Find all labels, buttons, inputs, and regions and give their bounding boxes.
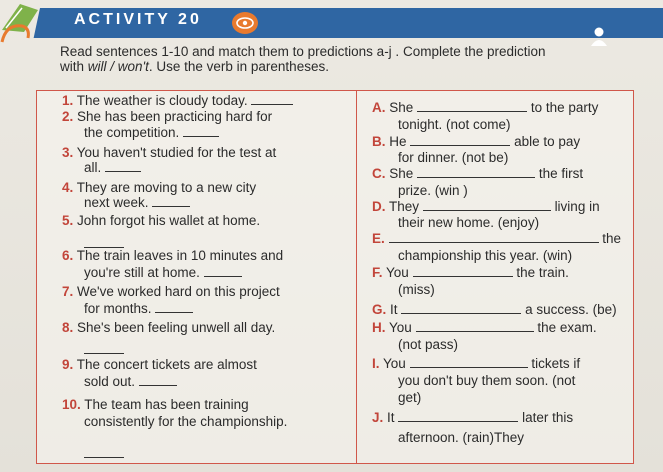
prediction-text: afternoon. (rain)They xyxy=(398,430,525,445)
prediction-letter: D. xyxy=(372,199,386,214)
prediction-rest: a success. (be) xyxy=(525,302,617,317)
prediction-rest: the train. xyxy=(516,265,569,280)
sentence-text: You haven't studied for the test at xyxy=(76,145,277,160)
prediction-line xyxy=(372,199,600,214)
prediction-subject: You xyxy=(389,320,412,335)
prediction-subject: She xyxy=(389,166,414,181)
prediction-line xyxy=(398,150,508,165)
prediction-rest: the xyxy=(602,231,622,246)
prediction-line xyxy=(372,231,621,246)
sentence-number: 4. xyxy=(62,180,74,195)
prediction-subject: She xyxy=(389,100,414,115)
answer-blank[interactable] xyxy=(410,356,528,368)
prediction-text: prize. (win ) xyxy=(398,183,468,198)
instructions xyxy=(60,44,640,74)
answer-blank[interactable] xyxy=(416,320,534,332)
prediction-letter: B. xyxy=(372,134,386,149)
prediction-letter: C. xyxy=(372,166,386,181)
prediction-text: get) xyxy=(398,390,422,405)
prediction-rest: later this xyxy=(522,410,574,425)
answer-blank[interactable] xyxy=(139,374,177,386)
sentence-text: the competition. xyxy=(84,125,180,140)
swirl-decoration-icon xyxy=(0,18,32,46)
sentence-text: John forgot his wallet at home. xyxy=(77,213,261,228)
column-divider xyxy=(356,90,357,464)
sentence-line xyxy=(84,265,242,280)
sentence-line xyxy=(84,195,190,210)
sentence-text: for months. xyxy=(84,301,152,316)
person-icon xyxy=(590,26,608,46)
prediction-text: their new home. (enjoy) xyxy=(398,215,540,230)
prediction-text: (not pass) xyxy=(398,337,459,352)
prediction-text: you don't buy them soon. (not xyxy=(398,373,576,388)
prediction-line xyxy=(398,430,524,445)
prediction-text: tonight. (not come) xyxy=(398,117,511,132)
prediction-line xyxy=(372,410,573,425)
sentence-text: consistently for the championship. xyxy=(84,414,288,429)
answer-blank[interactable] xyxy=(398,410,518,422)
sentence-number: 6. xyxy=(62,248,74,263)
sentence-line xyxy=(62,145,276,160)
sentence-number: 3. xyxy=(62,145,74,160)
sentence-line xyxy=(84,414,287,429)
prediction-rest: tickets if xyxy=(531,356,581,371)
prediction-line xyxy=(398,373,575,388)
prediction-letter: F. xyxy=(372,265,383,280)
prediction-rest: to the party xyxy=(530,100,599,115)
prediction-line xyxy=(398,215,539,230)
sentence-line xyxy=(84,160,141,175)
prediction-line xyxy=(372,100,598,115)
sentence-line xyxy=(62,357,257,372)
prediction-subject: You xyxy=(386,265,409,280)
sentence-text: next week. xyxy=(84,195,149,210)
sentence-text: The train leaves in 10 minutes and xyxy=(76,248,284,263)
sentence-line xyxy=(62,109,272,124)
answer-blank[interactable] xyxy=(105,160,141,172)
sentence-line xyxy=(62,284,280,299)
answer-blank[interactable] xyxy=(84,446,124,458)
prediction-line xyxy=(398,248,572,263)
sentence-line xyxy=(62,93,293,108)
answer-blank[interactable] xyxy=(417,166,535,178)
answer-blank[interactable] xyxy=(152,195,190,207)
instructions-verb-choice: will / won't xyxy=(87,59,149,74)
answer-blank[interactable] xyxy=(401,302,521,314)
sentence-text: She's been feeling unwell all day. xyxy=(77,320,276,335)
prediction-line xyxy=(372,302,617,317)
prediction-text: championship this year. (win) xyxy=(398,248,573,263)
prediction-line xyxy=(398,117,511,132)
prediction-subject: It xyxy=(390,302,398,317)
sentence-text: The team has been training xyxy=(84,397,249,412)
sentence-line xyxy=(84,374,177,389)
answer-blank[interactable] xyxy=(389,231,599,243)
sentence-line xyxy=(62,213,260,228)
eye-icon xyxy=(232,12,258,34)
answer-blank[interactable] xyxy=(423,199,551,211)
prediction-text: (miss) xyxy=(398,282,435,297)
prediction-letter: I. xyxy=(372,356,380,371)
prediction-line xyxy=(398,183,468,198)
sentence-text: She has been practicing hard for xyxy=(77,109,273,124)
sentence-number: 9. xyxy=(62,357,74,372)
prediction-line xyxy=(372,356,580,371)
sentence-text: The weather is cloudy today. xyxy=(76,93,248,108)
prediction-rest: the first xyxy=(538,166,584,181)
prediction-subject: It xyxy=(387,410,395,425)
prediction-line xyxy=(372,134,580,149)
sentence-line xyxy=(62,397,249,412)
prediction-letter: A. xyxy=(372,100,386,115)
prediction-rest: living in xyxy=(554,199,600,214)
sentence-line xyxy=(62,320,275,335)
sentence-number: 2. xyxy=(62,109,74,124)
sentence-number: 1. xyxy=(62,93,74,108)
prediction-letter: E. xyxy=(372,231,385,246)
prediction-rest: able to pay xyxy=(514,134,581,149)
sentence-number: 10. xyxy=(62,397,81,412)
prediction-subject: He xyxy=(389,134,407,149)
prediction-rest: the exam. xyxy=(537,320,597,335)
prediction-line xyxy=(372,166,583,181)
sentence-text: The concert tickets are almost xyxy=(76,357,257,372)
sentence-number: 7. xyxy=(62,284,74,299)
answer-blank[interactable] xyxy=(84,342,124,354)
prediction-line xyxy=(398,337,458,352)
prediction-line xyxy=(372,265,569,280)
answer-blank[interactable] xyxy=(410,134,510,146)
prediction-subject: You xyxy=(383,356,406,371)
prediction-letter: H. xyxy=(372,320,386,335)
prediction-subject: They xyxy=(389,199,420,214)
instructions-line-2: with will / won't. Use the verb in parentheses. xyxy=(60,59,329,74)
sentence-line xyxy=(84,125,219,140)
answer-blank[interactable] xyxy=(204,265,242,277)
sentence-number: 5. xyxy=(62,213,74,228)
answer-blank[interactable] xyxy=(417,100,527,112)
sentence-text: sold out. xyxy=(84,374,136,389)
answer-blank[interactable] xyxy=(155,301,193,313)
sentence-text: We've worked hard on this project xyxy=(77,284,280,299)
prediction-letter: G. xyxy=(372,302,387,317)
answer-blank[interactable] xyxy=(251,93,293,105)
prediction-line xyxy=(372,320,597,335)
sentence-text: They are moving to a new city xyxy=(76,180,257,195)
prediction-line xyxy=(398,282,435,297)
answer-blank[interactable] xyxy=(84,236,124,248)
sentence-line xyxy=(62,180,256,195)
prediction-letter: J. xyxy=(372,410,384,425)
sentence-line xyxy=(84,301,193,316)
activity-title: ACTIVITY 20 xyxy=(74,11,202,28)
instructions-line-1: Read sentences 1-10 and match them to predictions a-j . Complete the prediction xyxy=(60,44,546,59)
sentence-line xyxy=(62,248,283,263)
sentence-text: you're still at home. xyxy=(84,265,200,280)
prediction-text: for dinner. (not be) xyxy=(398,150,509,165)
sentence-number: 8. xyxy=(62,320,74,335)
answer-blank[interactable] xyxy=(183,125,219,137)
prediction-line xyxy=(398,390,421,405)
sentence-text: all. xyxy=(84,160,102,175)
answer-blank[interactable] xyxy=(413,265,513,277)
